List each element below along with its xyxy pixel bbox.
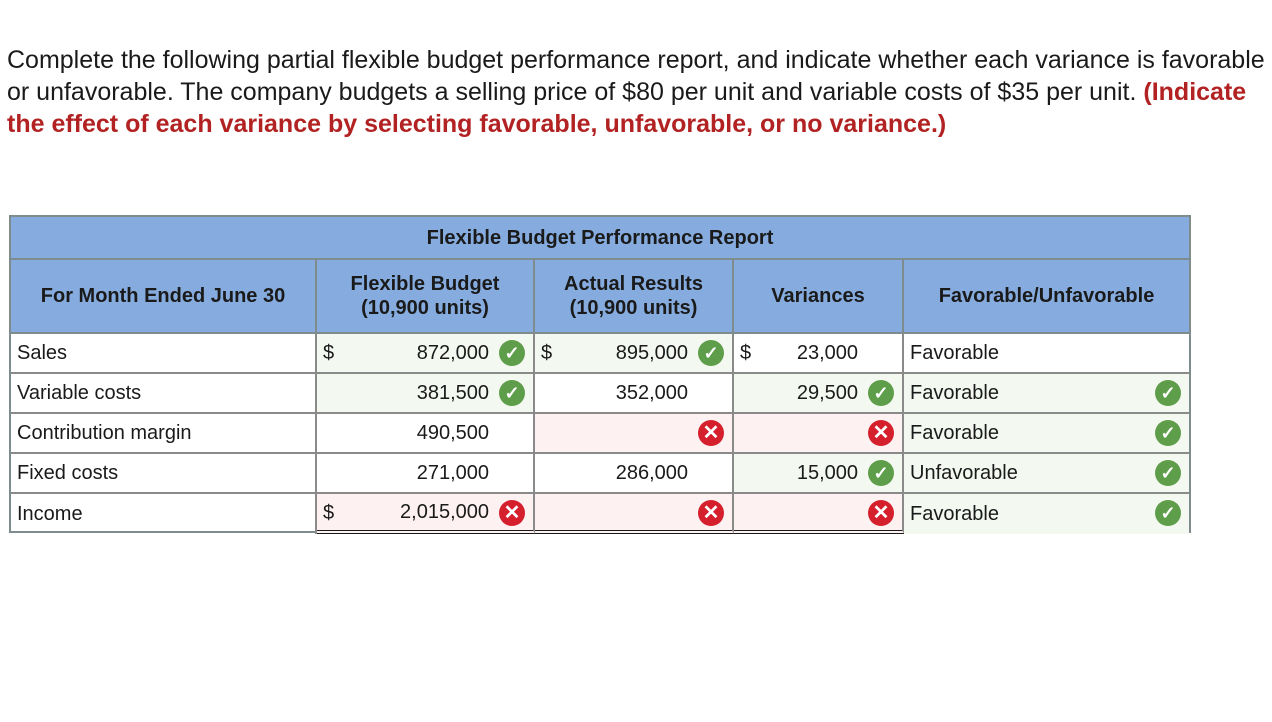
cross-icon: ✕ — [868, 420, 894, 446]
fixed-costs-actual-input[interactable]: 286,000 — [535, 454, 734, 494]
header-variances: Variances — [734, 260, 904, 334]
header-actual-results: Actual Results (10,900 units) — [535, 260, 734, 334]
variable-costs-variance-input[interactable]: 29,500 ✓ — [734, 374, 904, 414]
currency-symbol: $ — [323, 342, 335, 364]
variable-costs-fav-select[interactable]: Favorable ✓ — [904, 374, 1189, 414]
check-icon: ✓ — [1155, 420, 1181, 446]
income-variance-input[interactable] — [734, 494, 904, 534]
row-label-contribution-margin: Contribution margin — [11, 414, 317, 454]
row-label-income: Income — [11, 494, 317, 534]
header-flexible-budget: Flexible Budget (10,900 units) — [317, 260, 535, 334]
row-label-variable-costs: Variable costs — [11, 374, 317, 414]
variable-costs-actual-input[interactable]: 352,000 — [535, 374, 734, 414]
income-flexible-input[interactable]: $ 2,015,000 ✕ — [317, 494, 535, 534]
currency-symbol: $ — [740, 342, 752, 364]
instructions-text: Complete the following partial flexible budget performance report, and indicate whether each variance is favorable or unfavorable. The company budgets a selling price of $80 per unit and variable costs of $35 per unit. — [7, 46, 1265, 106]
contribution-margin-variance-input[interactable] — [734, 414, 904, 454]
report-title: Flexible Budget Performance Report — [11, 217, 1189, 260]
sales-flexible-input[interactable]: $ 872,000 ✓ — [317, 334, 535, 374]
check-icon: ✓ — [1155, 380, 1181, 406]
cross-icon: ✕ — [698, 500, 724, 526]
row-label-sales: Sales — [11, 334, 317, 374]
instructions — [7, 44, 1267, 140]
check-icon: ✓ — [499, 340, 525, 366]
fixed-costs-fav-select[interactable]: Unfavorable ✓ — [904, 454, 1189, 494]
fixed-costs-variance-input[interactable]: 15,000 ✓ — [734, 454, 904, 494]
currency-symbol: $ — [323, 502, 335, 524]
income-actual-input[interactable] — [535, 494, 734, 534]
income-fav-select[interactable]: Favorable ✓ — [904, 494, 1189, 534]
check-icon: ✓ — [1155, 500, 1181, 526]
instructions-emphasis: (Indicate the effect of each variance by selecting favorable, unfavorable, or no variance.) — [7, 78, 1247, 138]
performance-report-table — [9, 215, 1191, 533]
check-icon: ✓ — [1155, 460, 1181, 486]
check-icon: ✓ — [868, 460, 894, 486]
cross-icon: ✕ — [499, 500, 525, 526]
check-icon: ✓ — [499, 380, 525, 406]
header-period: For Month Ended June 30 — [11, 260, 317, 334]
header-favorable-unfavorable: Favorable/Unfavorable — [904, 260, 1189, 334]
contribution-margin-flexible-input[interactable]: 490,500 — [317, 414, 535, 454]
row-label-fixed-costs: Fixed costs — [11, 454, 317, 494]
sales-actual-input[interactable]: $ 895,000 ✓ — [535, 334, 734, 374]
currency-symbol: $ — [541, 342, 553, 364]
check-icon: ✓ — [868, 380, 894, 406]
check-icon: ✓ — [698, 340, 724, 366]
variable-costs-flexible-input[interactable]: 381,500 ✓ — [317, 374, 535, 414]
cross-icon: ✕ — [868, 500, 894, 526]
contribution-margin-fav-select[interactable]: Favorable ✓ — [904, 414, 1189, 454]
fixed-costs-flexible-input[interactable]: 271,000 — [317, 454, 535, 494]
cross-icon: ✕ — [698, 420, 724, 446]
sales-variance-input[interactable]: $ 23,000 — [734, 334, 904, 374]
contribution-margin-actual-input[interactable] — [535, 414, 734, 454]
sales-fav-select[interactable]: Favorable — [904, 334, 1189, 374]
